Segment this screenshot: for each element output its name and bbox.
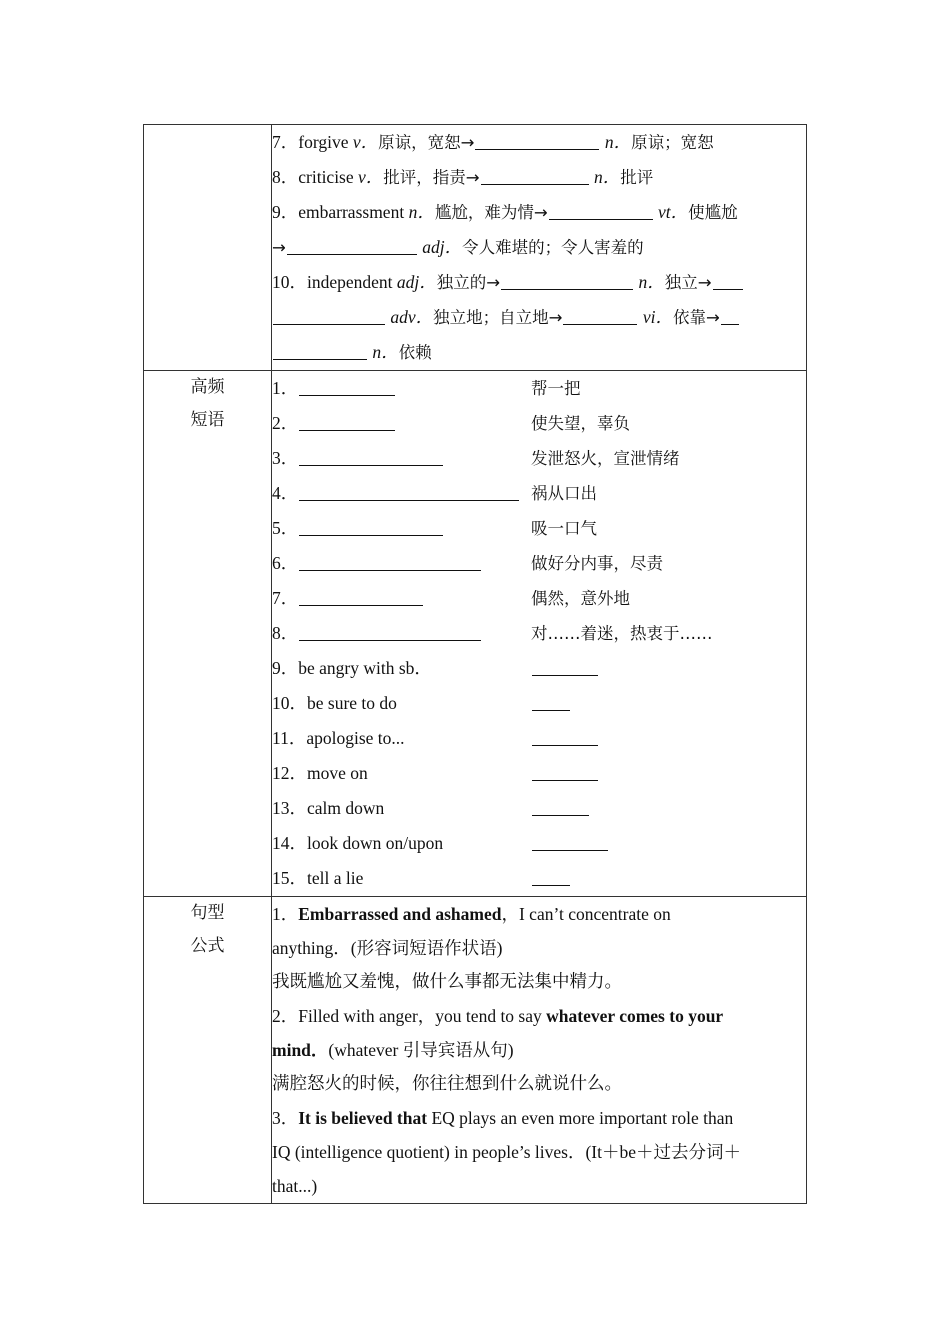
sentence-1: 1．Embarrassed and ashamed，I can’t concentrate on xyxy=(272,904,671,924)
vocab-item-8: 8．criticise v．批评，指责→ n．批评 xyxy=(272,160,806,195)
phrase-item: 2． 使失望，辜负 xyxy=(272,406,806,441)
phrases-label-line2: 短语 xyxy=(190,410,225,430)
phrase-item: 12．move on xyxy=(272,756,806,791)
answer-blank[interactable] xyxy=(299,478,519,501)
answer-blank[interactable] xyxy=(273,302,385,325)
answer-blank[interactable] xyxy=(299,443,443,466)
phrases-row xyxy=(144,371,807,897)
answer-blank[interactable] xyxy=(532,863,570,886)
phrase-item: 14．look down on/upon xyxy=(272,826,806,861)
answer-blank[interactable] xyxy=(287,232,417,255)
sentence-3: 3．It is believed that EQ plays an even more important role than xyxy=(272,1108,734,1128)
answer-blank[interactable] xyxy=(532,758,598,781)
phrase-item: 7． 偶然，意外地 xyxy=(272,581,806,616)
sentences-label-line1: 句型 xyxy=(190,903,225,923)
answer-blank[interactable] xyxy=(532,653,598,676)
vocab-item-10: 10．independent adj．独立的→ n．独立→ xyxy=(272,265,806,300)
sentences-label-cell xyxy=(144,897,272,1204)
sentences-label-line2: 公式 xyxy=(190,936,225,956)
sentence-1-line2: anything．(形容词短语作状语) xyxy=(272,938,503,958)
sentence-1-translation: 我既尴尬又羞愧，做什么事都无法集中精力。 xyxy=(272,972,622,992)
answer-blank[interactable] xyxy=(713,267,743,290)
sentences-cell xyxy=(272,897,807,1204)
vocab-cell xyxy=(272,125,807,371)
vocab-row xyxy=(144,125,807,371)
phrase-item: 3． 发泄怒火，宣泄情绪 xyxy=(272,441,806,476)
phrase-item: 8． 对……着迷，热衷于…… xyxy=(272,616,806,651)
answer-blank[interactable] xyxy=(475,127,599,150)
answer-blank[interactable] xyxy=(721,302,739,325)
phrase-item: 6． 做好分内事，尽责 xyxy=(272,546,806,581)
answer-blank[interactable] xyxy=(563,302,637,325)
answer-blank[interactable] xyxy=(299,618,481,641)
vocab-item-10-cont: adv．独立地；自立地→ vi．依靠→ xyxy=(272,300,806,335)
vocab-item-10-cont2: n．依赖 xyxy=(272,335,806,370)
phrases-label-cell xyxy=(144,371,272,897)
sentence-2: 2．Filled with anger，you tend to say whatever comes to your xyxy=(272,1006,724,1026)
answer-blank[interactable] xyxy=(532,723,598,746)
sentence-2-translation: 满腔怒火的时候，你往往想到什么就说什么。 xyxy=(272,1074,622,1094)
answer-blank[interactable] xyxy=(273,337,367,360)
sentence-3-line3: that...) xyxy=(272,1176,318,1196)
phrases-label-line1: 高频 xyxy=(190,377,225,397)
vocab-label-cell xyxy=(144,125,272,371)
sentence-2-line2: mind．(whatever 引导宾语从句) xyxy=(272,1040,514,1060)
phrase-item: 11．apologise to... xyxy=(272,721,806,756)
answer-blank[interactable] xyxy=(299,513,443,536)
phrases-cell xyxy=(272,371,807,897)
phrase-item: 10．be sure to do xyxy=(272,686,806,721)
answer-blank[interactable] xyxy=(481,162,589,185)
answer-blank[interactable] xyxy=(532,828,608,851)
sentences-row xyxy=(144,897,807,1204)
vocab-item-9: 9．embarrassment n．尴尬，难为情→ vt．使尴尬 xyxy=(272,195,806,230)
answer-blank[interactable] xyxy=(299,548,481,571)
answer-blank[interactable] xyxy=(299,373,395,396)
phrase-item: 4． 祸从口出 xyxy=(272,476,806,511)
answer-blank[interactable] xyxy=(549,197,653,220)
phrase-item: 1． 帮一把 xyxy=(272,371,806,406)
answer-blank[interactable] xyxy=(299,408,395,431)
phrase-item: 13．calm down xyxy=(272,791,806,826)
answer-blank[interactable] xyxy=(532,793,589,816)
answer-blank[interactable] xyxy=(299,583,423,606)
vocab-item-7: 7．forgive v．原谅，宽恕→ n．原谅；宽恕 xyxy=(272,125,806,160)
answer-blank[interactable] xyxy=(501,267,633,290)
worksheet-table xyxy=(143,124,807,1204)
answer-blank[interactable] xyxy=(532,688,570,711)
phrase-item: 9．be angry with sb． xyxy=(272,651,806,686)
sentence-3-line2: IQ (intelligence quotient) in people’s lives．(It＋be＋过去分词＋ xyxy=(272,1142,741,1162)
phrase-item: 5． 吸一口气 xyxy=(272,511,806,546)
phrase-item: 15．tell a lie xyxy=(272,861,806,896)
vocab-item-9-cont: → adj．令人难堪的；令人害羞的 xyxy=(272,230,806,265)
